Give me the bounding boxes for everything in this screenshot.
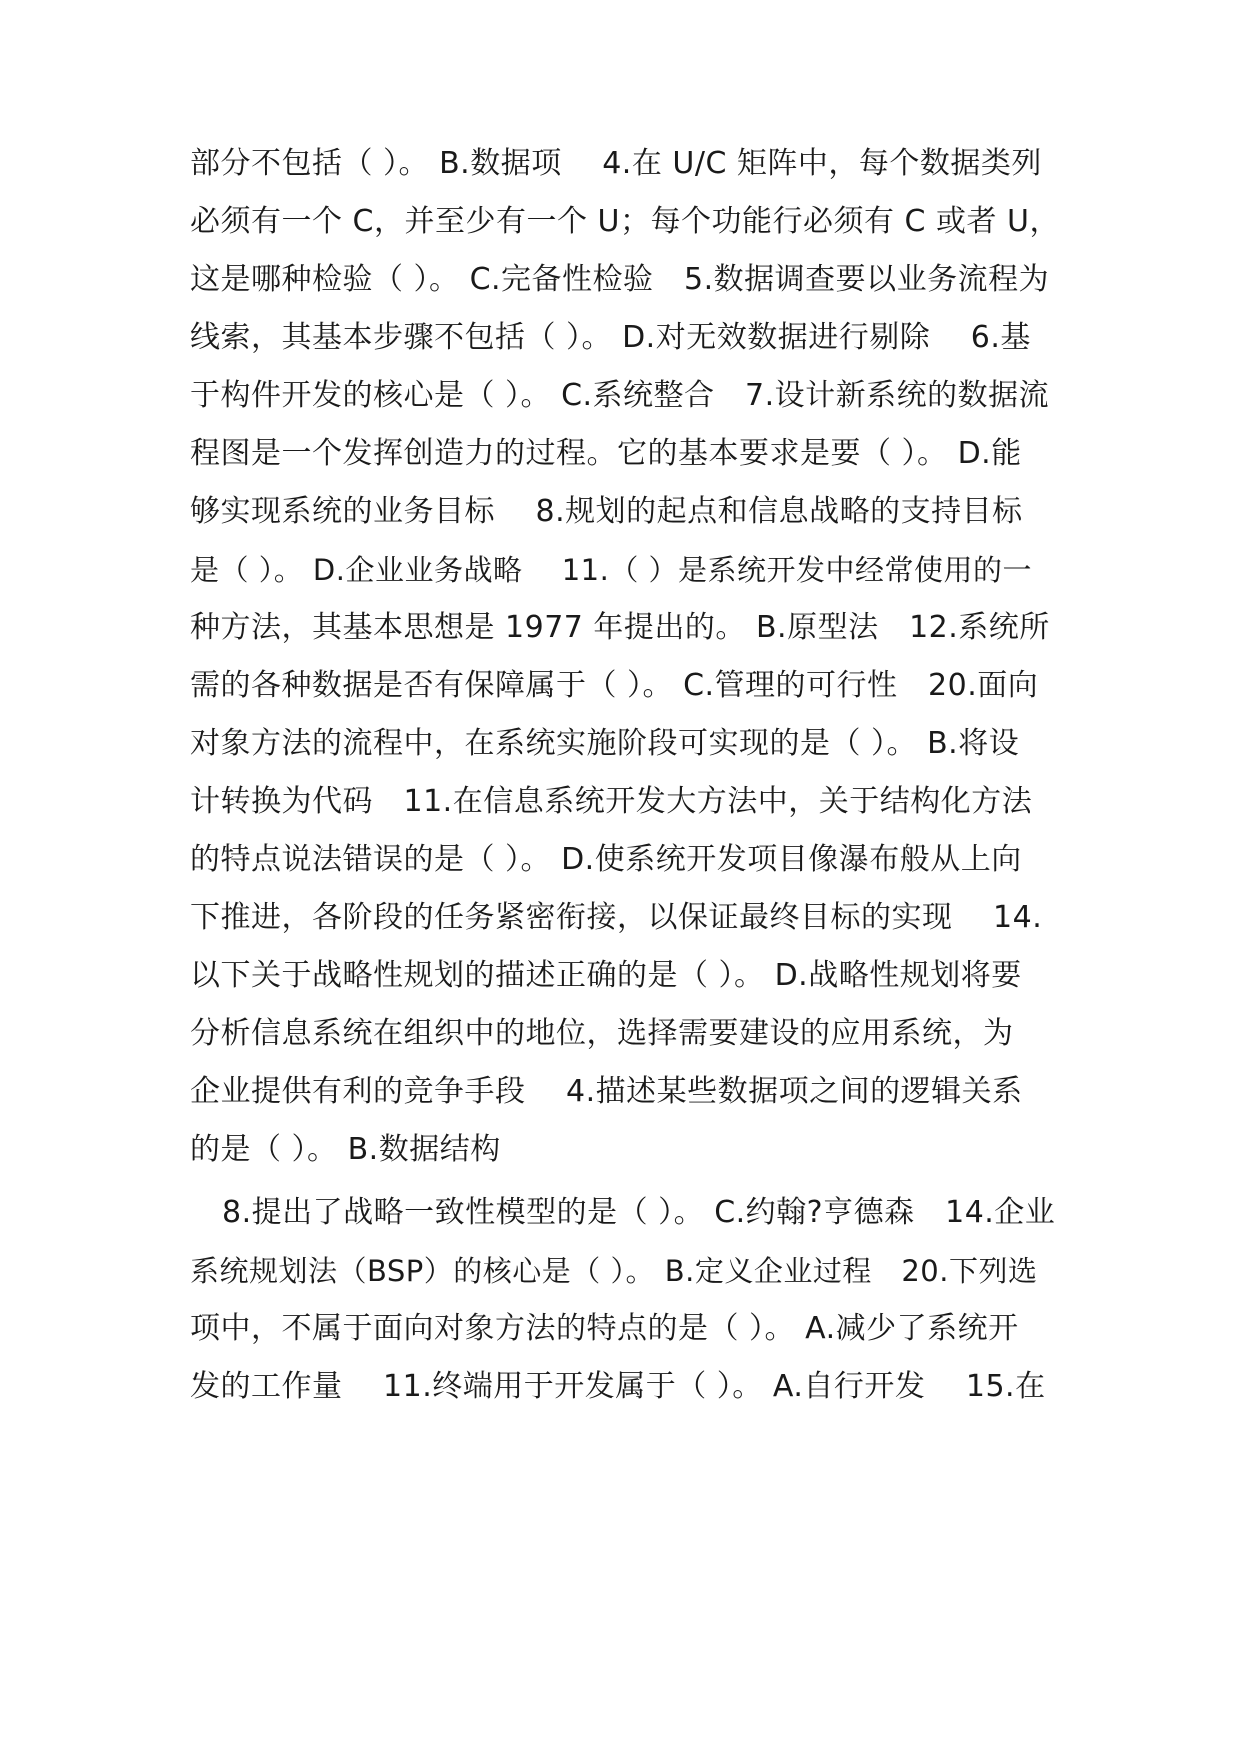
text-line: 项中，不属于面向对象方法的特点的是（ ）。 A.减少了系统开 — [190, 1311, 1019, 1346]
text-line: 以下关于战略性规划的描述正确的是（ ）。 D.战略性规划将要 — [190, 958, 1022, 993]
text-line: 系统规划法（BSP）的核心是（ ）。 B.定义企业过程 20.下列选 — [190, 1254, 1038, 1288]
text-line: 种方法，其基本思想是 1977 年提出的。 B.原型法 12.系统所 — [190, 610, 1050, 645]
text-line: 够实现系统的业务目标 8.规划的起点和信息战略的支持目标 — [190, 494, 1023, 529]
text-line: 对象方法的流程中，在系统实施阶段可实现的是（ ）。 B.将设 — [190, 726, 1020, 761]
text-line: 线索，其基本步骤不包括（ ）。 D.对无效数据进行剔除 6.基 — [190, 320, 1031, 355]
text-line: 部分不包括（ ）。 B.数据项 4.在 U/C 矩阵中，每个数据类列 — [190, 146, 1042, 181]
text-line: 于构件开发的核心是（ ）。 C.系统整合 7.设计新系统的数据流 — [190, 378, 1050, 413]
text-line: 这是哪种检验（ ）。 C.完备性检验 5.数据调查要以业务流程为 — [190, 262, 1050, 297]
text-line: 分析信息系统在组织中的地位，选择需要建设的应用系统，为 — [190, 1016, 1014, 1051]
text-line: 必须有一个 C，并至少有一个 U；每个功能行必须有 C 或者 U， — [190, 204, 1060, 239]
text-line: 发的工作量 11.终端用于开发属于（ ）。 A.自行开发 15.在 — [190, 1369, 1046, 1404]
text-line: 程图是一个发挥创造力的过程。它的基本要求是要（ ）。 D.能 — [190, 436, 1022, 471]
text-line: 需的各种数据是否有保障属于（ ）。 C.管理的可行性 20.面向 — [190, 668, 1039, 703]
text-line: 8.提出了战略一致性模型的是（ ）。 C.约翰?亨德森 14.企业 — [222, 1195, 1056, 1230]
text-line: 的特点说法错误的是（ ）。 D.使系统开发项目像瀑布般从上向 — [190, 842, 1022, 877]
text-line: 计转换为代码 11.在信息系统开发大方法中，关于结构化方法 — [190, 784, 1033, 819]
text-line: 是（ ）。 D.企业业务战略 11.（ ）是系统开发中经常使用的一 — [190, 553, 1033, 587]
text-line: 下推进，各阶段的任务紧密衔接，以保证最终目标的实现 14. — [190, 900, 1043, 935]
text-line: 的是（ ）。 B.数据结构 — [190, 1132, 501, 1167]
text-line: 企业提供有利的竞争手段 4.描述某些数据项之间的逻辑关系 — [190, 1074, 1023, 1109]
